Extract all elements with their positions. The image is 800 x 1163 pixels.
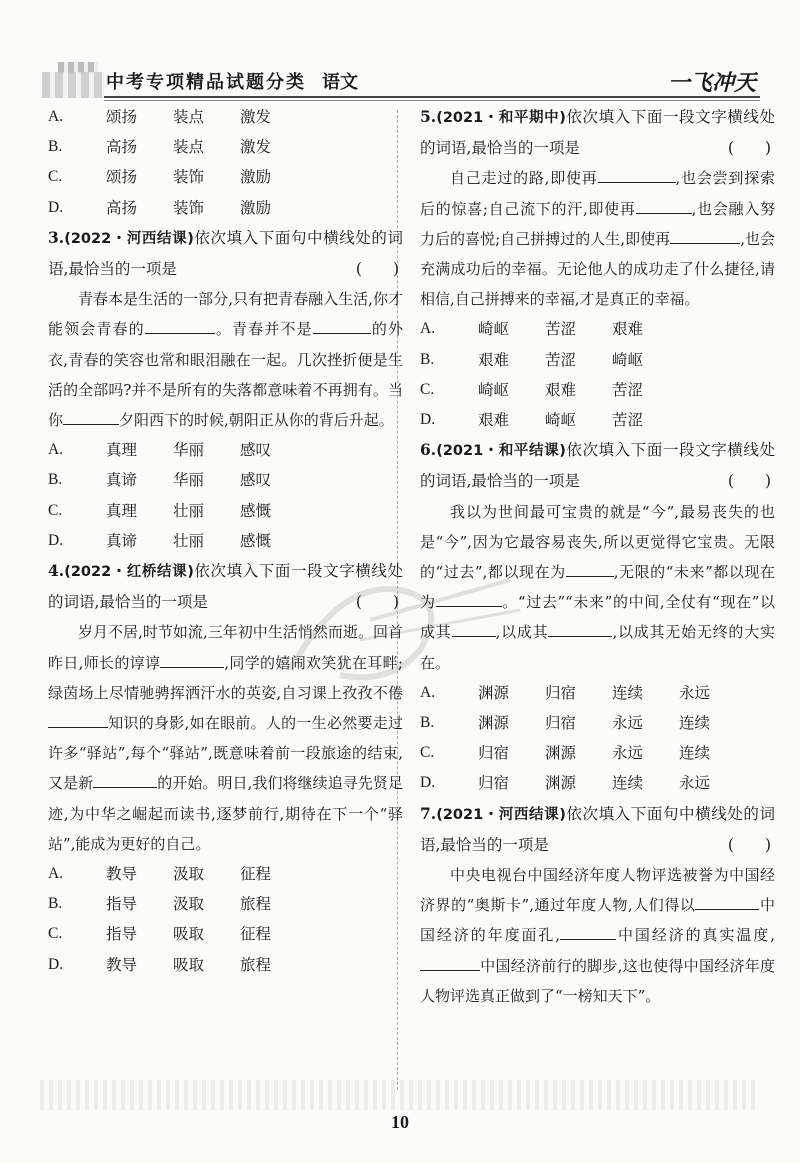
footer-decoration: [40, 1080, 760, 1110]
passage: [48, 617, 403, 859]
question-source: (2021・河西结课): [436, 806, 566, 823]
question-source: (2021・和平期中): [436, 110, 566, 126]
passage-text: ,以成其: [495, 623, 549, 642]
option-word: 汲取: [173, 864, 205, 883]
passage-text: 的开始。明日,我们将继续追寻先贤足迹,为中华之崛起而读书,逐梦前行,期待在下一个“驿站”,能成为更好的自己。: [48, 774, 403, 853]
question-source: (2021・和平结课): [436, 443, 566, 460]
option-word: 旅程: [240, 895, 272, 914]
question-stem: [420, 435, 775, 496]
option-word: 崎岖: [478, 320, 510, 339]
option-word: 连续: [679, 713, 711, 732]
option-label: A.: [420, 320, 436, 338]
option-word: 装点: [173, 108, 205, 126]
question-3: [48, 223, 403, 556]
option-word: 艰难: [478, 350, 510, 369]
option-c[interactable]: [48, 919, 403, 949]
option-word: 颂扬: [106, 108, 138, 126]
option-word: 连续: [612, 683, 644, 702]
passage-text: 自己走过的路,即使再: [450, 169, 598, 188]
question-text: 依次填入下面句中横线处的词语,最恰当的一项是: [420, 804, 775, 854]
answer-bracket[interactable]: ( ): [355, 259, 399, 278]
question-text: 依次填入下面句中横线处的词语,最恰当的一项是: [48, 228, 403, 278]
question-6: [420, 435, 775, 798]
question-text: 依次填入下面一段文字横线处的词语,最恰当的一项是: [48, 561, 403, 612]
question-stem: [48, 556, 403, 617]
question-text: 依次填入下面一段文字横线处的词语,最恰当的一项是: [420, 108, 775, 158]
option-word: 指导: [106, 925, 138, 944]
option-b[interactable]: [48, 465, 403, 495]
fill-blank[interactable]: [598, 164, 676, 183]
fill-blank[interactable]: [160, 649, 224, 668]
option-label: C.: [48, 925, 63, 943]
option-word: 高扬: [106, 138, 138, 157]
option-word: 崎岖: [612, 350, 644, 369]
option-word: 征程: [240, 925, 272, 944]
passage-text: ,以成其无始无终的大实在。: [420, 623, 775, 672]
passage-text: ,同学的嬉闹欢笑犹在耳畔;绿茵场上尽情驰骋挥洒汗水的英姿,自习课上孜孜不倦: [48, 653, 403, 702]
option-word: 汲取: [173, 895, 205, 914]
fill-blank[interactable]: [452, 618, 496, 637]
option-word: 壮丽: [173, 501, 205, 520]
series-title: 中考专项精品试题分类: [106, 72, 306, 93]
option-word: 渊源: [545, 744, 577, 763]
option-word: 壮丽: [173, 531, 205, 550]
option-word: 艰难: [545, 380, 577, 399]
passage-text: 知识的身影,如在眼前。人的一生必然要走过许多“驿站”,每个“驿站”,既意味着前一段旅途的结束,又是新: [48, 713, 403, 793]
option-word: 激发: [240, 138, 272, 157]
fill-blank[interactable]: [48, 709, 108, 728]
answer-bracket[interactable]: ( ): [355, 593, 399, 612]
option-a[interactable]: [48, 859, 403, 889]
header-rule: [104, 96, 760, 98]
option-word: 渊源: [478, 683, 510, 702]
option-word: 苦涩: [612, 410, 644, 429]
option-label: D.: [48, 198, 64, 216]
question-stem: [48, 223, 403, 284]
option-d[interactable]: [48, 193, 403, 223]
option-label: D.: [420, 410, 436, 428]
passage-text: ,也会融入努力后的喜悦;自己拼搏过的人生,即使再: [420, 199, 775, 248]
option-label: C.: [48, 501, 63, 519]
passage-text: 岁月不居,时节如流,三年初中生活悄然而逝。回首昨日,师长的谆谆: [48, 623, 403, 672]
option-word: 归宿: [478, 774, 510, 793]
option-label: B.: [420, 350, 435, 368]
option-word: 华丽: [173, 471, 205, 490]
passage-text: 中央电视台中国经济年度人物评选被誉为中国经济界的“奥斯卡”,通过年度人物,人们得以: [420, 865, 775, 915]
option-word: 苦涩: [545, 350, 577, 369]
passage-text: 我以为世间最可宝贵的就是“今”,最易丧失的也是“今”,因为它最容易丧失,所以更觉得它宝贵。无限的“过去”,都以现在为: [420, 502, 775, 581]
option-word: 连续: [679, 744, 711, 763]
fill-blank[interactable]: [93, 769, 157, 788]
option-label: B.: [48, 895, 63, 913]
question-stem: [420, 799, 775, 860]
question-number: 4.: [48, 560, 65, 580]
option-word: 教导: [106, 864, 138, 883]
option-c[interactable]: [48, 496, 403, 526]
option-word: 渊源: [478, 713, 510, 732]
question-number: 5.: [420, 107, 437, 126]
option-word: 激发: [240, 108, 272, 126]
fill-blank[interactable]: [436, 588, 502, 607]
option-label: B.: [420, 713, 435, 731]
option-word: 苦涩: [545, 320, 577, 339]
option-word: 永远: [612, 713, 644, 732]
option-b[interactable]: [48, 132, 403, 162]
passage-text: 夕阳西下的时候,朝阳正从你的背后升起。: [119, 410, 394, 429]
option-word: 归宿: [545, 683, 577, 702]
page-number: 10: [391, 1112, 409, 1132]
option-word: 吸取: [173, 955, 205, 974]
option-word: 征程: [240, 864, 272, 883]
question-number: 7.: [420, 803, 437, 823]
fill-blank[interactable]: [420, 952, 480, 971]
passage-text: 。“过去”“未来”的中间,全仗有“现在”以成其: [420, 593, 775, 642]
option-a[interactable]: [420, 678, 775, 708]
option-label: C.: [420, 380, 435, 398]
option-label: A.: [48, 108, 64, 125]
passage: [420, 860, 775, 1011]
option-c[interactable]: [420, 375, 775, 405]
question-4: [48, 556, 403, 980]
fill-blank[interactable]: [670, 225, 740, 244]
option-word: 感叹: [240, 471, 272, 490]
fill-blank[interactable]: [548, 618, 612, 637]
question-7: [420, 799, 775, 1011]
option-word: 渊源: [545, 774, 577, 793]
answer-bracket[interactable]: ( ): [727, 139, 771, 158]
question-number: 6.: [420, 440, 437, 460]
fill-blank[interactable]: [145, 315, 215, 334]
option-a[interactable]: [48, 435, 403, 465]
passage-text: 。青春并不是: [214, 320, 313, 339]
option-word: 连续: [612, 774, 644, 793]
option-word: 装饰: [173, 168, 205, 187]
fill-blank[interactable]: [566, 558, 614, 577]
passage-text: 中国经济的真实温度,: [616, 926, 775, 945]
option-b[interactable]: [420, 345, 775, 375]
passage: [420, 163, 775, 314]
option-word: 崎岖: [478, 380, 510, 399]
option-word: 装饰: [173, 198, 205, 217]
option-word: 感慨: [240, 531, 272, 550]
answer-bracket[interactable]: ( ): [727, 835, 771, 854]
fill-blank[interactable]: [63, 406, 119, 425]
option-word: 激励: [240, 198, 272, 217]
fill-blank[interactable]: [695, 891, 759, 910]
passage-text: ,也会充满成功后的幸福。无论他人的成功走了什么捷径,请相信,自己拼搏来的幸福,才是真正的幸福。: [420, 229, 775, 309]
subject-label: 语文: [322, 72, 358, 93]
option-word: 归宿: [545, 713, 577, 732]
option-word: 华丽: [173, 441, 205, 460]
option-word: 颂扬: [106, 168, 138, 187]
passage: [420, 497, 775, 678]
option-label: B.: [48, 471, 63, 489]
passage-text: 中国经济前行的脚步,这也使得中国经济年度人物评选真正做到了“一榜知天下”。: [420, 956, 775, 1005]
option-b[interactable]: [48, 889, 403, 919]
fill-blank[interactable]: [560, 921, 616, 940]
option-label: D.: [48, 531, 64, 549]
option-b[interactable]: [420, 708, 775, 738]
passage-text: 中国经济的年度面孔,: [420, 896, 775, 945]
option-word: 真理: [106, 441, 138, 460]
option-a[interactable]: [48, 102, 403, 132]
option-word: 高扬: [106, 198, 138, 217]
option-word: 艰难: [612, 320, 644, 339]
option-word: 永远: [679, 683, 711, 702]
passage: [48, 284, 403, 435]
option-word: 永远: [679, 774, 711, 793]
option-word: 真谛: [106, 471, 138, 490]
option-label: D.: [48, 955, 64, 973]
option-word: 真谛: [106, 531, 138, 550]
passage-text: ,无限的“未来”都以现在为: [420, 562, 775, 612]
option-word: 指导: [106, 895, 138, 914]
question-text: 依次填入下面一段文字横线处的词语,最恰当的一项是: [420, 441, 775, 491]
option-label: C.: [420, 744, 435, 762]
question-source: (2022・红桥结课): [64, 563, 194, 580]
passage-text: 的外衣,青春的笑容也常和眼泪融在一起。几次挫折便是生活的全部吗?并不是所有的失落都意味着不再拥有。当你: [48, 320, 403, 429]
option-d[interactable]: [420, 768, 775, 798]
option-word: 感慨: [240, 501, 272, 520]
option-word: 旅程: [240, 955, 272, 974]
question-stem: [420, 102, 775, 163]
question-number: 3.: [48, 227, 65, 247]
option-word: 吸取: [173, 925, 205, 944]
option-word: 教导: [106, 955, 138, 974]
header-decoration: [42, 72, 104, 98]
option-word: 苦涩: [612, 380, 644, 399]
passage-text: 青春本是生活的一部分,只有把青春融入生活,你才能领会青春的: [48, 290, 403, 339]
option-word: 归宿: [478, 744, 510, 763]
question-source: (2022・河西结课): [64, 230, 194, 247]
fill-blank[interactable]: [636, 195, 692, 214]
brand-logo: 一飞冲天: [667, 71, 756, 96]
option-word: 永远: [612, 744, 644, 763]
option-label: D.: [420, 774, 436, 792]
right-column: [420, 102, 775, 1011]
option-label: A.: [48, 864, 64, 882]
answer-bracket[interactable]: ( ): [727, 472, 771, 491]
option-word: 感叹: [240, 441, 272, 460]
passage-text: ,也会尝到探索后的惊喜;自己流下的汗,即使再: [420, 169, 775, 218]
option-label: A.: [420, 683, 436, 701]
option-label: B.: [48, 138, 63, 156]
option-label: A.: [48, 441, 64, 459]
option-word: 艰难: [478, 410, 510, 429]
left-column: [48, 102, 403, 980]
question-5: [420, 102, 775, 435]
header-rule: [104, 100, 760, 101]
option-word: 激励: [240, 168, 272, 187]
option-label: C.: [48, 168, 63, 186]
option-c[interactable]: [48, 162, 403, 192]
page-header: [0, 0, 800, 110]
option-d[interactable]: [48, 526, 403, 556]
option-word: 真理: [106, 501, 138, 520]
option-word: 崎岖: [545, 410, 577, 429]
option-word: 装点: [173, 138, 205, 157]
fill-blank[interactable]: [313, 315, 371, 334]
option-d[interactable]: [420, 405, 775, 435]
option-d[interactable]: [48, 950, 403, 980]
option-a[interactable]: [420, 314, 775, 344]
question-2-options: [48, 102, 403, 223]
option-c[interactable]: [420, 738, 775, 768]
